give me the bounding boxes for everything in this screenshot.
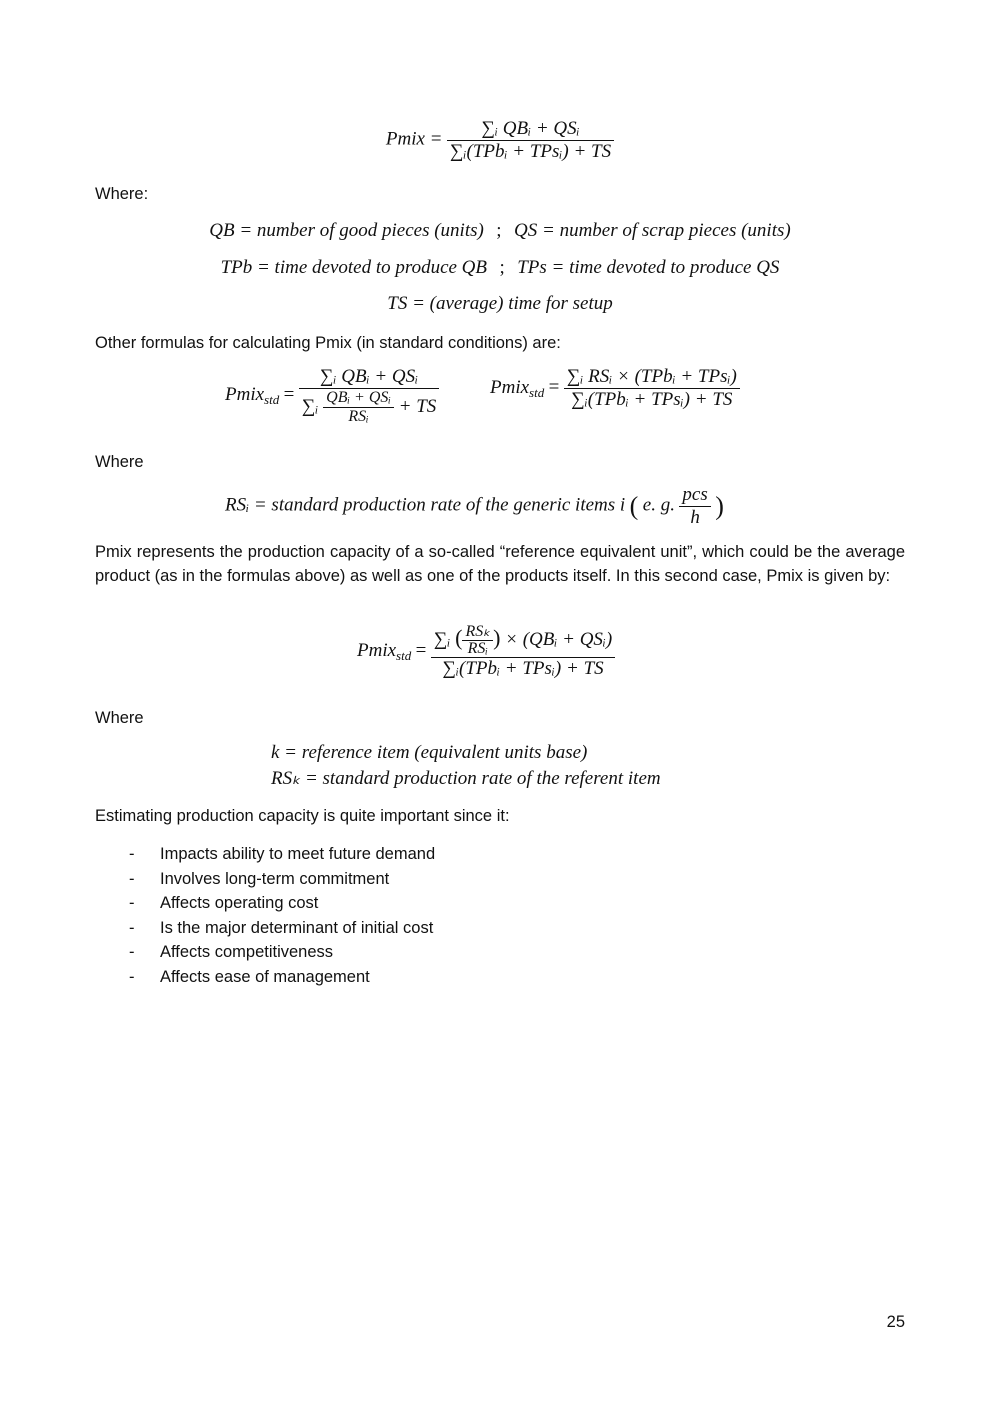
page-number: 25 [886, 1313, 905, 1331]
formula-pmix [0, 118, 1000, 163]
where-label-1: Where: [95, 185, 149, 203]
where-label-3: Where [95, 709, 144, 727]
rsk-definition: RSₖ = standard production rate of the referent item [271, 768, 661, 789]
definition-qs: QS = number of scrap pieces (units) [514, 220, 791, 241]
formula-pmix-std-2 [490, 366, 740, 411]
definition-line-qb-qs [0, 220, 1000, 242]
definition-tps: TPs = time devoted to produce QS [517, 257, 780, 278]
formula-denominator: ∑ᵢ(TPbᵢ + TPsᵢ) + TS [564, 388, 740, 411]
other-formulas-text: Other formulas for calculating Pmix (in standard conditions) are: [95, 334, 561, 352]
formula-numerator: ∑ᵢ ( $\frac{\text{RSₖ}}{\text{RSᵢ}}$ ) × (QBᵢ + QSᵢ) [433, 623, 613, 657]
ratio-fraction: $\frac{\text{RSₖ}}{\text{RSᵢ}}$ [462, 624, 493, 657]
formula-fraction [431, 624, 615, 680]
formula-equals: = [548, 376, 560, 398]
where-label-2: Where [95, 453, 144, 471]
definition-ts: TS = (average) time for setup [387, 293, 613, 314]
definition-line-tpb-tps [0, 257, 1000, 279]
list-item: - Involves long-term commitment [129, 869, 390, 888]
formula-equals: = [283, 384, 295, 406]
formula-denominator: ∑ᵢ $\frac{\text{QBᵢ + QSᵢ}}{\text{RSᵢ}}$ + TS [299, 388, 439, 426]
definition-tpb: TPb = time devoted to produce QB [220, 257, 488, 278]
estimating-text: Estimating production capacity is quite important since it: [95, 807, 510, 825]
rs-unit-fraction: $\frac{\text{pcs}}{h}$ [679, 484, 710, 529]
formula-fraction [564, 366, 740, 411]
definition-separator: ; [499, 257, 505, 278]
list-item: - Is the major determinant of initial cost [129, 918, 434, 937]
formula-inner-fraction: $\frac{\text{QBᵢ + QSᵢ}}{\text{RSᵢ}}$ [323, 389, 394, 426]
formula-numerator: ∑ᵢ QBᵢ + QSᵢ [319, 366, 419, 387]
list-item: - Impacts ability to meet future demand [129, 845, 436, 863]
formula-lhs: Pmix$_{std}$ [225, 384, 280, 408]
formula-pmix-numerator: ∑ᵢ QBᵢ + QSᵢ [481, 118, 580, 139]
list-item: - Affects ease of management [129, 967, 370, 986]
formula-pmix-std-1 [225, 366, 439, 426]
capacity-importance-list [95, 842, 795, 989]
pmix-paragraph: Pmix represents the production capacity of a so-called “reference equivalent unit”, which could be the average product (as in the formulas above) as well as one of the products itself. In this second case, Pmix is given by: [95, 543, 905, 585]
formula-pmix-fraction [447, 118, 614, 163]
formula-pmix-lhs: Pmix = [385, 128, 443, 150]
k-definition: k = reference item (equivalent units base) [271, 742, 588, 763]
rs-definition-example: e. g. [642, 494, 675, 516]
definition-separator: ; [496, 220, 502, 241]
formula-lhs: Pmix$_{std}$ [490, 376, 545, 400]
rs-definition-text: RSᵢ = standard production rate of the generic items i [225, 494, 626, 516]
list-item: - Affects operating cost [129, 894, 319, 912]
formula-denominator: ∑ᵢ(TPbᵢ + TPsᵢ) + TS [431, 657, 615, 680]
formula-pmix-std-reference [357, 624, 615, 680]
rs-definition: RSᵢ = standard production rate of the generic items i ( e. g. $\frac{\text{pcs}}{h}$ ) [225, 484, 724, 528]
definition-line-ts [0, 293, 1000, 315]
definition-qb: QB = number of good pieces (units) [209, 220, 484, 241]
formula-fraction [299, 366, 439, 426]
formula-pmix-denominator: ∑ᵢ(TPbᵢ + TPsᵢ) + TS [447, 140, 614, 163]
formula-numerator: ∑ᵢ RSᵢ × (TPbᵢ + TPsᵢ) [566, 366, 737, 387]
formula-lhs: Pmix$_{std}$ [357, 640, 412, 664]
formula-equals: = [415, 640, 427, 662]
list-item: - Affects competitiveness [129, 943, 334, 961]
